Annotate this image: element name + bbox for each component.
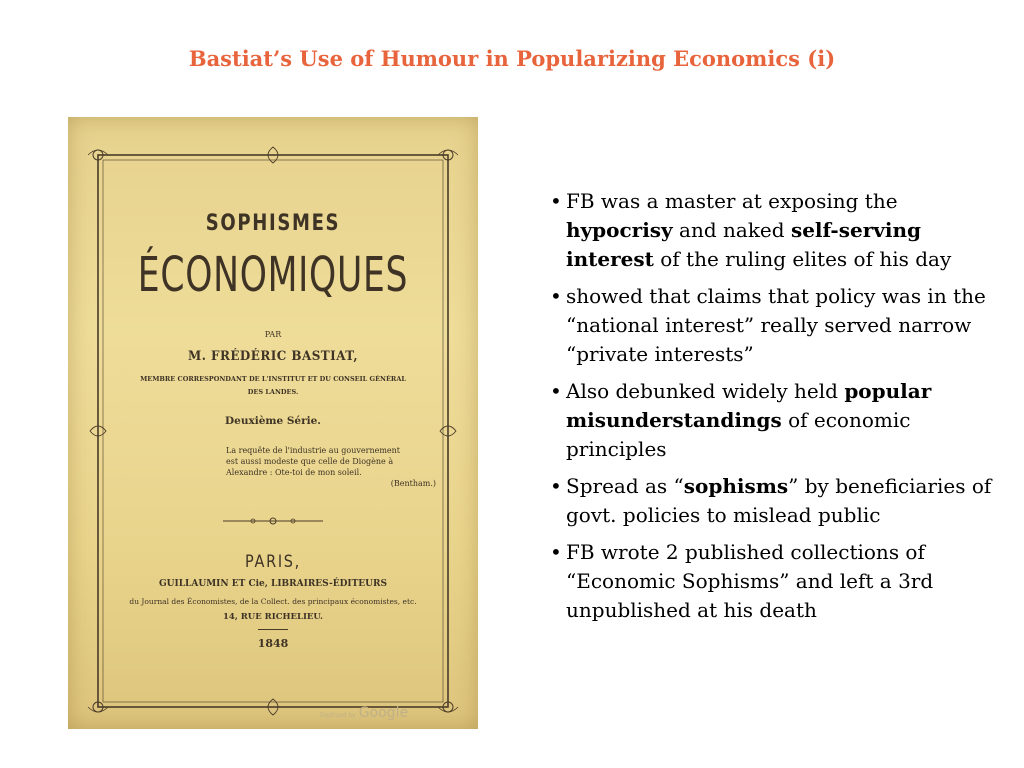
bullet-list xyxy=(550,187,1010,633)
cover-city: PARIS, xyxy=(245,552,301,572)
cover-journal: du Journal des Économistes, de la Collect. des principaux économistes, etc. xyxy=(129,597,417,606)
bullet-text: Spread as “ xyxy=(566,474,684,498)
bullet-item xyxy=(550,472,1010,530)
cover-epigraph xyxy=(226,445,446,489)
bullet-emphasis: self-serving interest xyxy=(566,218,921,271)
bullet-text: Also debunked widely held xyxy=(566,379,845,403)
epigraph-line2: est aussi modeste que celle de Diogène à xyxy=(226,457,394,466)
watermark-small-text: Digitized by xyxy=(320,712,356,719)
bullet-text: showed that claims that policy was in the “national interest” really served narrow “private interests” xyxy=(566,284,986,366)
cover-address: 14, RUE RICHELIEU. xyxy=(223,612,323,622)
cover-title-line1: SOPHISMES xyxy=(205,211,341,236)
bullet-item xyxy=(550,377,1010,464)
bullet-marker: • xyxy=(550,540,562,564)
cover-member-line2: DES LANDES. xyxy=(247,388,299,396)
cover-year: 1848 xyxy=(257,637,289,650)
bullet-text: and naked xyxy=(672,218,791,242)
bullet-marker: • xyxy=(550,474,562,498)
bullet-item xyxy=(550,187,1010,274)
google-watermark xyxy=(320,702,408,721)
bullet-marker: • xyxy=(550,284,562,308)
bullet-marker: • xyxy=(550,189,562,213)
bullet-text: ” by beneficiaries of govt. policies to mislead public xyxy=(566,474,992,527)
cover-divider xyxy=(258,629,288,630)
cover-par: PAR xyxy=(264,330,282,339)
bullet-emphasis: popular misunderstandings xyxy=(566,379,932,432)
bullet-marker: • xyxy=(550,379,562,403)
slide-title: Bastiat’s Use of Humour in Popularizing Economics (i) xyxy=(188,46,836,71)
bullet-text: of the ruling elites of his day xyxy=(653,247,952,271)
bullet-text: FB wrote 2 published collections of “Economic Sophisms” and left a 3rd unpublished at his death xyxy=(566,540,934,622)
cover-author: M. FRÉDÉRIC BASTIAT, xyxy=(188,349,358,364)
bullet-emphasis: sophisms xyxy=(683,474,789,498)
epigraph-line1: La requête de l'industrie au gouvernement xyxy=(226,446,401,455)
bullet-text: FB was a master at exposing the xyxy=(566,189,898,213)
book-cover-image xyxy=(68,117,478,729)
bullet-text: of economic principles xyxy=(566,408,911,461)
cover-title-line2: ÉCONOMIQUES xyxy=(137,247,409,303)
bullet-item xyxy=(550,538,1010,625)
epigraph-attribution: (Bentham.) xyxy=(390,479,436,488)
cover-serie: Deuxième Série. xyxy=(225,415,321,427)
cover-member-line1: MEMBRE CORRESPONDANT DE L'INSTITUT ET DU CONSEIL GÉNÉRAL xyxy=(140,375,406,383)
bullet-item xyxy=(550,282,1010,369)
epigraph-line3: Alexandre : Ote-toi de mon soleil. xyxy=(226,468,362,477)
bullet-emphasis: hypocrisy xyxy=(566,218,673,242)
cover-publisher: GUILLAUMIN ET Cie, LIBRAIRES-ÉDITEURS xyxy=(158,579,387,589)
google-logo: Google xyxy=(358,705,409,721)
